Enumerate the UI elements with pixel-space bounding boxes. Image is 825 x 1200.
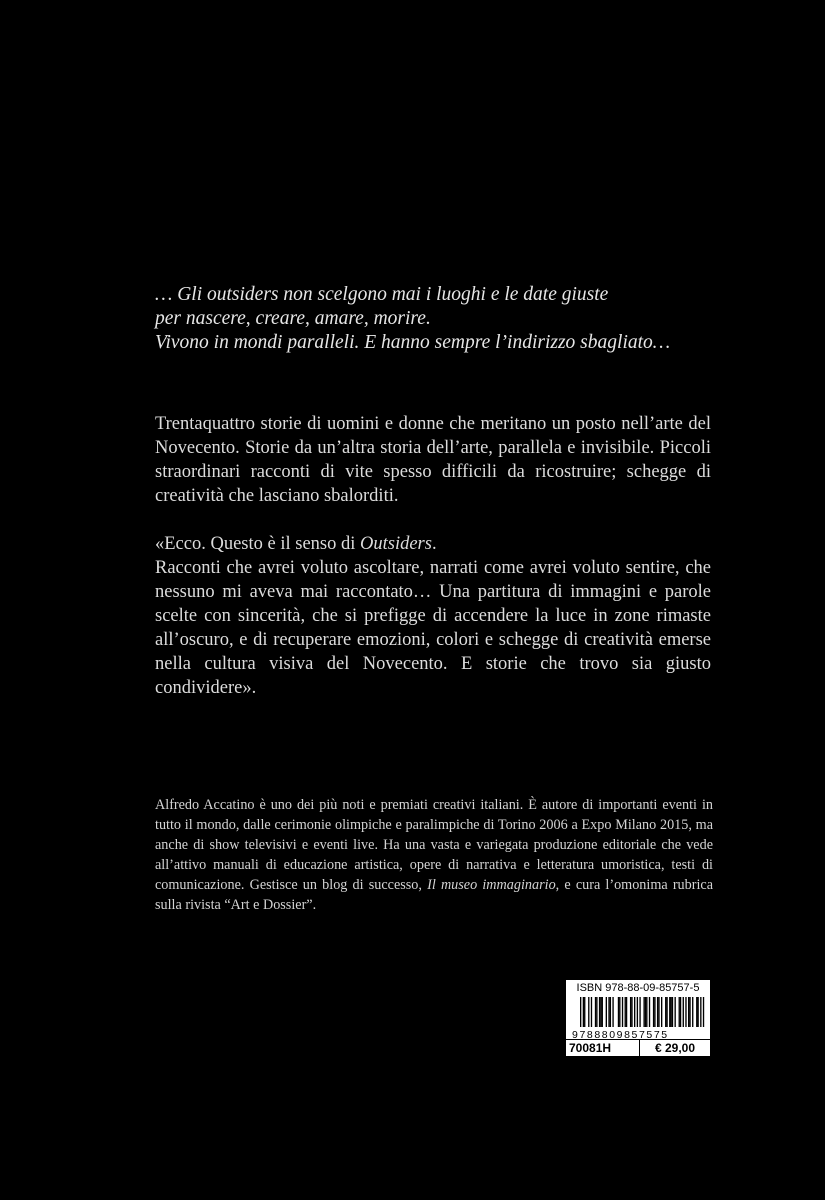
barcode-bar [599,997,600,1027]
barcode-bar [610,997,611,1027]
book-blurb [155,412,711,700]
barcode-bar [675,997,676,1027]
barcode-bar [658,997,659,1027]
barcode-bar [595,997,596,1027]
barcode-bar [649,997,650,1027]
barcode-bar [692,997,693,1027]
author-bio-part2: , e cura l’omonima rubrica sulla rivista “Art e Dossier”. [155,877,714,913]
barcode-bar [600,997,601,1027]
barcode-bar [670,997,671,1027]
barcode-bar [602,997,603,1027]
barcode-bar [631,997,632,1027]
barcode-bar [703,997,704,1027]
barcode-bar [645,997,646,1027]
author-bio-part1: Alfredo Accatino è uno dei più noti e premiati creativi italiani. È autore di importanti eventi in tutto il mondo, dalle cerimonie olimpiche e paralimpiche di Torino 2006 a Expo Milano 2015, ma anche di show televisivi e eventi live. Ha una vasta e variegata produzione editoriale che vede all’attivo manuali di educazione artistica, opere di narrativa e letteratura umoristica, testi di comunicazione. Gestisce un blog di successo, [155,797,713,893]
barcode-bar [626,997,627,1027]
barcode-bar [654,997,655,1027]
barcode-bar [653,997,654,1027]
quote-line: per nascere, creare, amare, morire. [155,308,431,329]
barcode-bar [646,997,647,1027]
quote-line: … Gli outsiders non scelgono mai i luoghi e le date giuste [155,284,609,305]
barcode-bar [634,997,635,1027]
barcode-digits: 9788809857575 [572,1029,669,1039]
barcode-bar [680,997,681,1027]
barcode-bar [685,997,686,1027]
barcode-bar [612,997,613,1027]
product-code: 70081H [566,1040,640,1057]
isbn-barcode-box [566,980,710,1056]
barcode-bar [630,997,631,1027]
barcode-bar [688,997,689,1027]
isbn-label: ISBN 978-88-09-85757-5 [576,982,700,994]
book-title-outsiders: Outsiders [360,534,432,554]
barcode-bar [679,997,680,1027]
barcode-bar [591,997,592,1027]
back-cover-quote [155,283,775,355]
blurb-quote-intro: «Ecco. Questo è il senso di [155,534,360,554]
barcode-bar [637,997,638,1027]
barcode-bar [584,997,585,1027]
barcode-bar [643,997,644,1027]
barcode-bar [625,997,626,1027]
blurb-paragraph-1: Trentaquattro storie di uomini e donne che meritano un posto nell’arte del Novecento. Storie da un’altra storia dell’arte, parallela e invisibile. Piccoli straordinari racconti di vite spesso difficili da ricostruire; schegge di creatività che lasciano sbalorditi. [155,414,711,506]
barcode-image [570,997,706,1039]
barcode-bar [619,997,620,1027]
barcode-bar [665,997,666,1027]
barcode-bar [596,997,597,1027]
barcode-bar [606,997,607,1027]
barcode-bar [588,997,589,1027]
blurb-paragraph-2 [155,532,711,700]
barcode-bar [700,997,701,1027]
barcode-bar [666,997,667,1027]
barcode-bar [608,997,609,1027]
barcode-bar [639,997,640,1027]
blog-title: Il museo immaginario [427,877,556,893]
barcode-bar [696,997,697,1027]
barcode-bar [672,997,673,1027]
author-bio [155,795,713,915]
quote-line: Vivono in mondi paralleli. E hanno sempre l’indirizzo sbagliato… [155,332,671,353]
barcode-bar [657,997,658,1027]
blurb-quote-rest: . Racconti che avrei voluto ascoltare, narrati come avrei voluto sentire, che nessuno mi aveva mai raccontato… Una partitura di immagini e parole scelte con sincerità, che si prefigge di accendere la luce in zone rimaste all’oscuro, e di recuperare emozioni, colori e schegge di creatività emerse nella cultura visiva del Novecento. E storie che trovo sia giusto condividere». [155,534,711,698]
barcode-bar [697,997,698,1027]
barcode-bar [669,997,670,1027]
barcode-bar [583,997,584,1027]
barcode-bar [661,997,662,1027]
barcode-bar [622,997,623,1027]
barcode-bar [689,997,690,1027]
barcode-bar [618,997,619,1027]
barcode-bar [580,997,581,1027]
price-label: € 29,00 [654,1041,696,1055]
author-bio-text [155,795,713,915]
barcode-bar [683,997,684,1027]
price-row [566,1039,710,1057]
